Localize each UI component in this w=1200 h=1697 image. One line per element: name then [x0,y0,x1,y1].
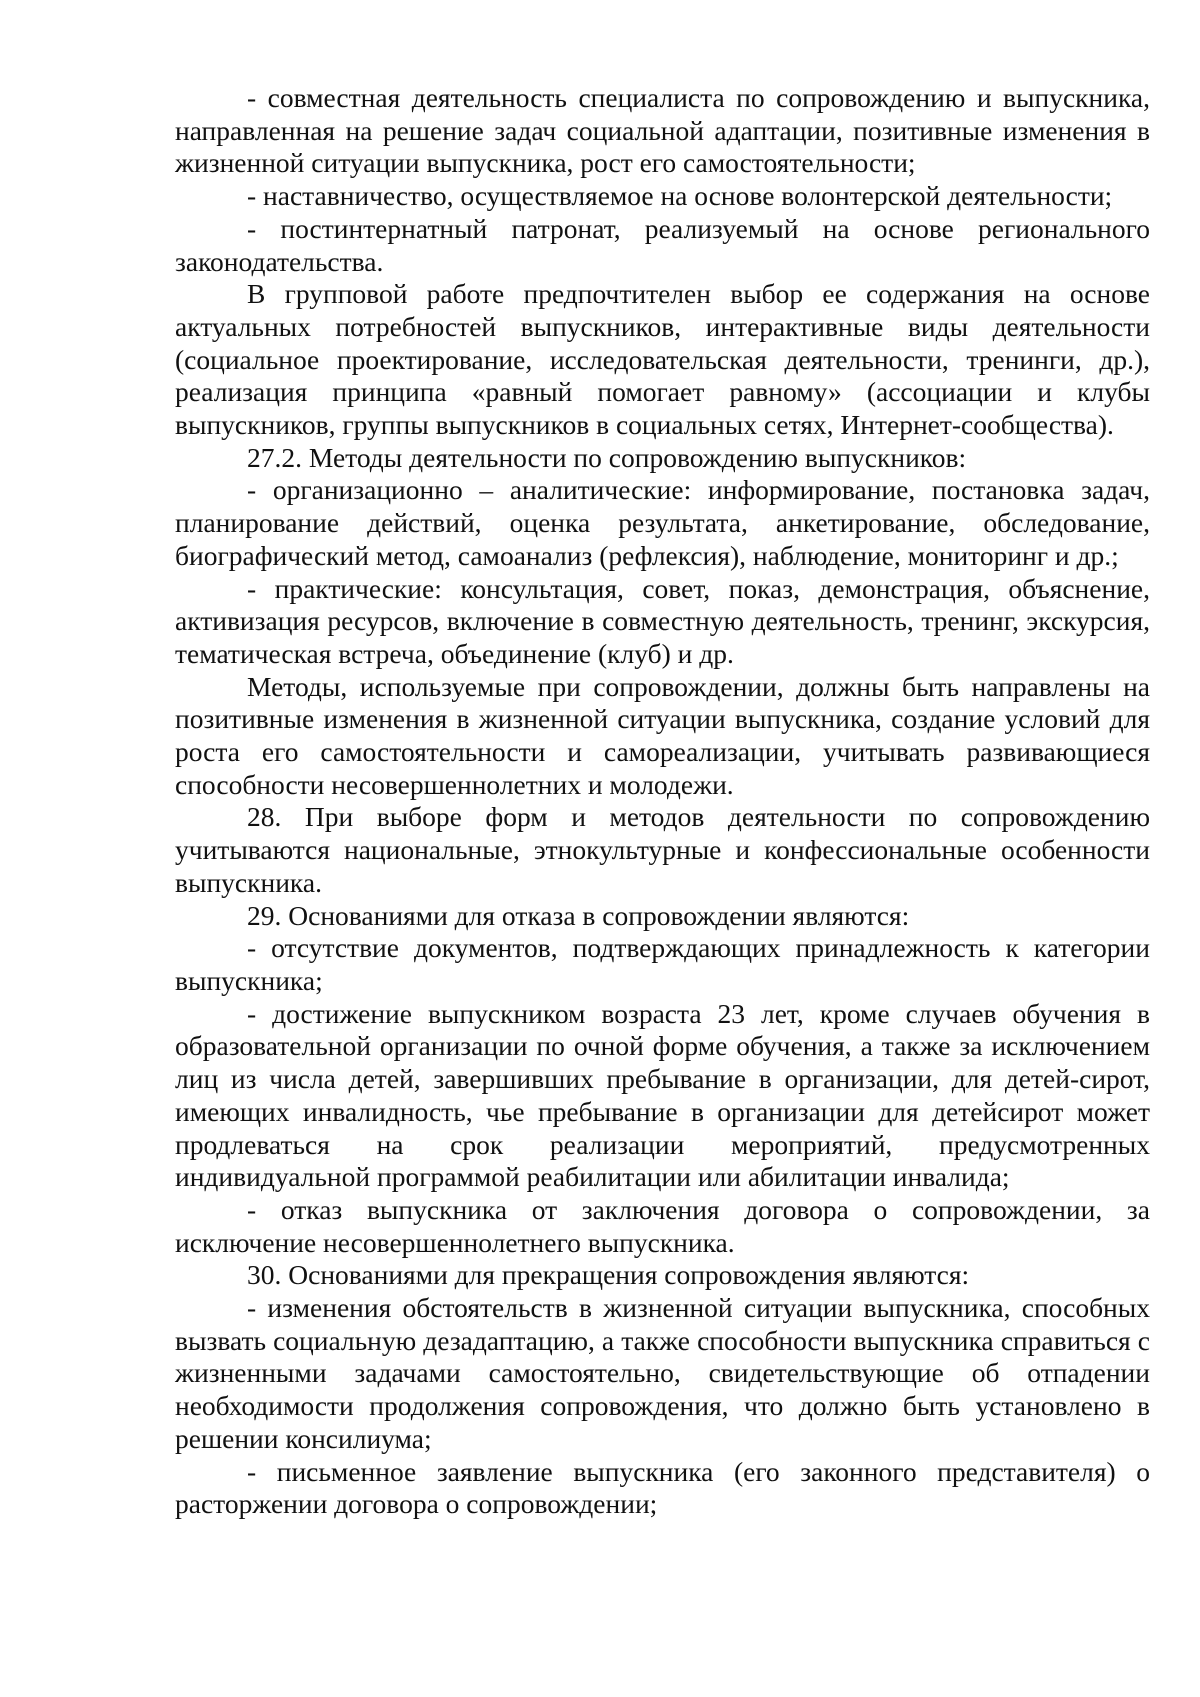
section-28: 28. При выборе форм и методов деятельности по сопровождению учитываются национальные, этнокультурные и конфессиональные особенности выпускника. [175,801,1150,898]
document-body [175,82,1150,1521]
paragraph: Методы, используемые при сопровождении, должны быть направлены на позитивные изменения в жизненной ситуации выпускника, создание условий для роста его самостоятельности и самореализации, учитывать развивающиеся способности несовершеннолетних и молодежи. [175,670,1150,800]
paragraph: - достижение выпускником возраста 23 лет, кроме случаев обучения в образовательной организации по очной форме обучения, а также за исключением лиц из числа детей, завершивших пребывание в организации, для детей-сирот, имеющих инвалидность, чье пребывание в организации для детейсирот может продлеваться на срок реализации мероприятий, предусмотренных индивидуальной программой реабилитации или абилитации инвалида; [175,997,1150,1193]
paragraph: - постинтернатный патронат, реализуемый на основе регионального законодательства. [175,212,1150,277]
section-heading-30: 30. Основаниями для прекращения сопровождения являются: [247,1259,970,1291]
paragraph: - совместная деятельность специалиста по сопровождению и выпускника, направленная на решение задач социальной адаптации, позитивные изменения в жизненной ситуации выпускника, рост его самостоятельности; [175,82,1150,179]
paragraph: В групповой работе предпочтителен выбор ее содержания на основе актуальных потребностей выпускников, интерактивные виды деятельности (социальное проектирование, исследовательская деятельности, тренинги, др.), реализация принципа «равный помогает равному» (ассоциации и клубы выпускников, группы выпускников в социальных сетях, Интернет-сообщества). [175,278,1150,441]
paragraph: - наставничество, осуществляемое на основе волонтерской деятельности; [247,180,1113,212]
paragraph: - организационно – аналитические: информирование, постановка задач, планирование действий, оценка результата, анкетирование, обследование, биографический метод, самоанализ (рефлексия), наблюдение, мониторинг и др.; [175,474,1150,571]
section-heading-29: 29. Основаниями для отказа в сопровождении являются: [247,899,910,931]
paragraph: - изменения обстоятельств в жизненной ситуации выпускника, способных вызвать социальную дезадаптацию, а также способности выпускника справиться с жизненными задачами самостоятельно, свидетельствующие об отпадении необходимости продолжения сопровождения, что должно быть установлено в решении консилиума; [175,1292,1150,1454]
paragraph: - отсутствие документов, подтверждающих принадлежность к категории выпускника; [175,932,1150,996]
paragraph: - отказ выпускника от заключения договора о сопровождении, за исключение несовершеннолетнего выпускника. [175,1193,1150,1258]
paragraph: - практические: консультация, совет, показ, демонстрация, объяснение, активизация ресурсов, включение в совместную деятельность, тренинг, экскурсия, тематическая встреча, объединение (клуб) и др. [175,572,1150,669]
paragraph: - письменное заявление выпускника (его законного представителя) о расторжении договора о сопровождении; [175,1455,1150,1520]
section-heading-27-2: 27.2. Методы деятельности по сопровождению выпускников: [247,441,967,473]
